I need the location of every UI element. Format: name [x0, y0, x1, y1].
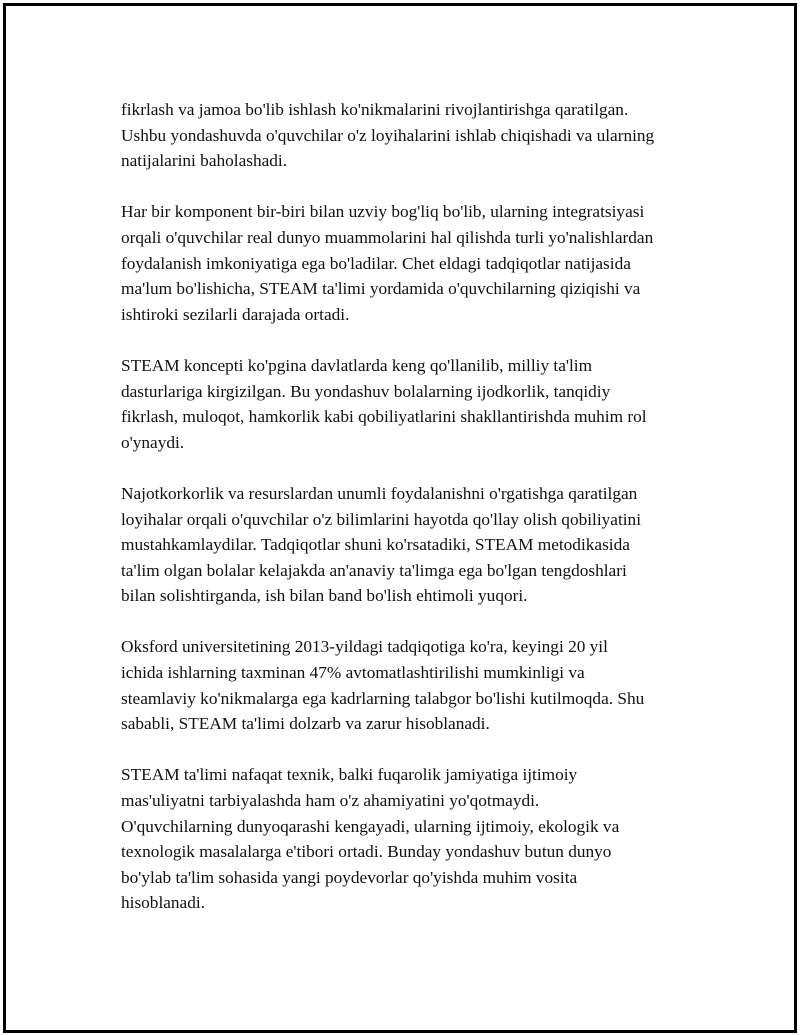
text-line: fikrlash va jamoa bo'lib ishlash ko'nikmalarini rivojlantirishga qaratilgan. — [121, 100, 629, 119]
text-line: bo'ylab ta'lim sohasida yangi poydevorlar qo'yishda muhim vosita — [121, 867, 578, 887]
text-line: ishtiroki sezilarli darajada ortadi. — [121, 304, 350, 324]
text-line: natijalarini baholashadi. — [121, 151, 288, 171]
text-line: steamlaviy ko'nikmalarga ega kadrlarning talabgor bo'lishi kutilmoqda. Shu — [121, 688, 645, 708]
text-line: foydalanish imkoniyatiga ega bo'ladilar. Chet eldagi tadqiqotlar natijasida — [121, 253, 631, 273]
paragraph — [121, 481, 711, 609]
document-body — [121, 97, 711, 942]
text-line: bilan solishtirganda, ish bilan band bo'lish ehtimoli yuqori. — [121, 586, 528, 606]
text-line: mustahkamlaydilar. Tadqiqotlar shuni ko'rsatadiki, STEAM metodikasida — [121, 535, 630, 555]
text-line: STEAM ta'limi nafaqat texnik, balki fuqarolik jamiyatiga ijtimoiy — [121, 765, 578, 785]
text-line: STEAM koncepti ko'pgina davlatlarda keng qo'llanilib, milliy ta'lim — [121, 355, 593, 375]
document-page — [3, 3, 797, 1033]
text-line: ma'lum bo'lishicha, STEAM ta'limi yordamida o'quvchilarning qiziqishi va — [121, 279, 641, 299]
text-line: texnologik masalalarga e'tibori ortadi. Bunday yondashuv butun dunyo — [121, 842, 612, 862]
text-line: o'ynaydi. — [121, 432, 185, 452]
text-line: loyihalar orqali o'quvchilar o'z bilimlarini hayotda qo'llay olish qobiliyatini — [121, 509, 641, 529]
text-line: ta'lim olgan bolalar kelajakda an'anaviy ta'limga ega bo'lgan tengdoshlari — [121, 560, 627, 580]
text-line: hisoblanadi. — [121, 893, 205, 913]
text-line: Oksford universitetining 2013-yildagi tadqiqotiga ko'ra, keyingi 20 yil — [121, 637, 608, 657]
paragraph — [121, 762, 711, 916]
paragraph — [121, 353, 711, 455]
text-line: dasturlariga kirgizilgan. Bu yondashuv bolalarning ijodkorlik, tanqidiy — [121, 381, 611, 401]
text-line: O'quvchilarning dunyoqarashi kengayadi, ularning ijtimoiy, ekologik va — [121, 816, 620, 836]
text-line: Ushbu yondashuvda o'quvchilar o'z loyihalarini ishlab chiqishadi va ularning — [121, 125, 655, 145]
text-line: ichida ishlarning taxminan 47% avtomatlashtirilishi mumkinligi va — [121, 663, 585, 683]
paragraph — [121, 97, 711, 174]
text-line: sababli, STEAM ta'limi dolzarb va zarur hisoblanadi. — [121, 714, 490, 734]
paragraph — [121, 634, 711, 736]
text-line: Najotkorkorlik va resurslardan unumli foydalanishni o'rgatishga qaratilgan — [121, 483, 638, 503]
text-line: orqali o'quvchilar real dunyo muammolarini hal qilishda turli yo'nalishlardan — [121, 227, 654, 247]
text-line: Har bir komponent bir-biri bilan uzviy bog'liq bo'lib, ularning integratsiyasi — [121, 202, 645, 222]
text-line: mas'uliyatni tarbiyalashda ham o'z ahamiyatini yo'qotmaydi. — [121, 791, 540, 811]
paragraph — [121, 199, 711, 327]
text-line: fikrlash, muloqot, hamkorlik kabi qobiliyatlarini shakllantirishda muhim rol — [121, 407, 647, 427]
